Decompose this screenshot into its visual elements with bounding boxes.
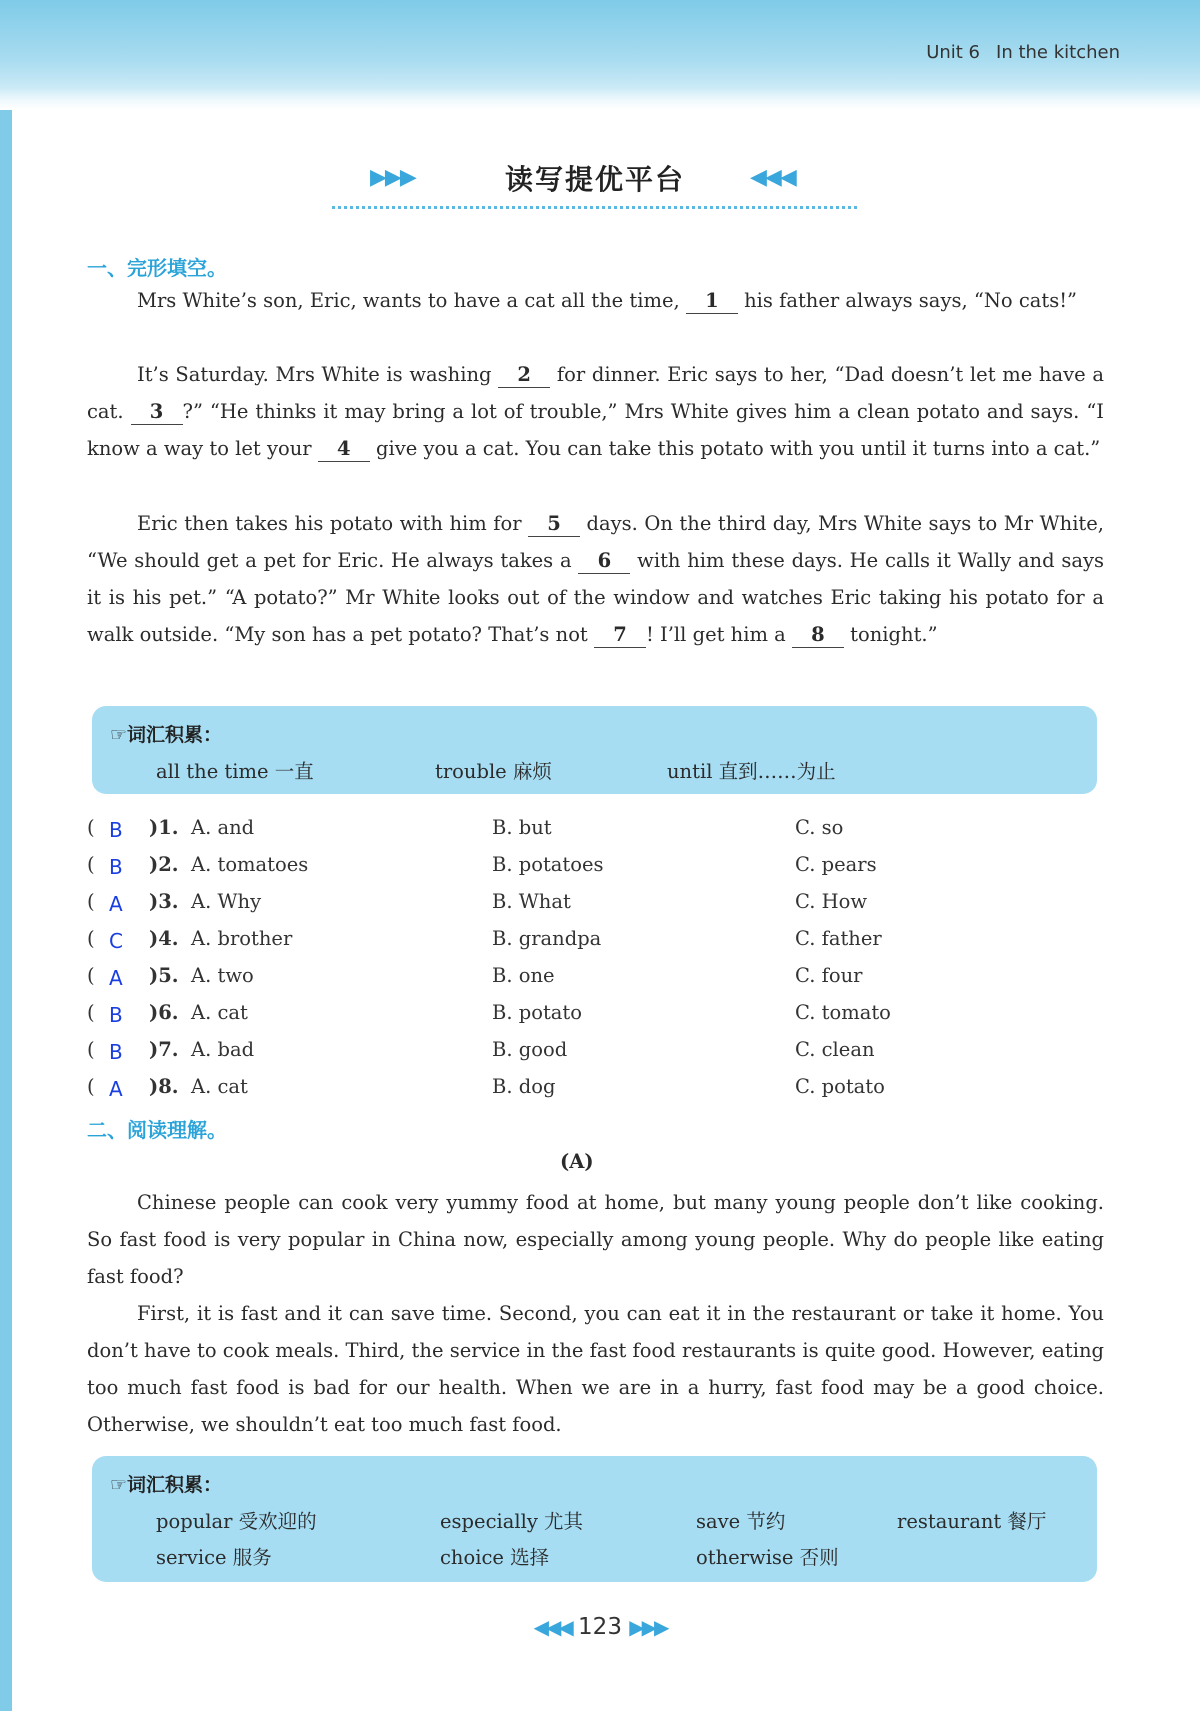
answer-mark: B [109,818,123,842]
text-run: give you a cat. You can take this potato with you until it turns into a cat.” [369,437,1101,460]
unit-label: Unit 6 [926,42,981,63]
title-arrows-left-icon: ◀◀◀ [750,165,795,190]
title-arrows-right-icon: ▶▶▶ [370,165,415,190]
option-b: B. one [492,964,555,987]
question-row [87,853,1104,889]
option-a: A. Why [191,890,262,913]
reading-paragraph-1: Chinese people can cook very yummy food at home, but many young people don’t like cooking. So fast food is very popular in China now, especially among young people. Why do people like eating fast food? [87,1191,1104,1288]
question-number: )2. [149,853,179,876]
option-a: A. bad [191,1038,255,1061]
section-title: 读写提优平台 [504,163,685,196]
option-b: B. but [492,816,552,839]
paren: ( [87,853,95,876]
vocab-box-2 [92,1456,1097,1582]
option-c: C. How [795,890,868,913]
unit-topic: In the kitchen [996,42,1120,63]
vocab-item: otherwise 否则 [696,1546,839,1569]
question-number: )1. [149,816,179,839]
arrows-left-icon: ◀◀◀ [533,1615,571,1639]
vocab-item: all the time 一直 [156,760,314,783]
text-run: ! I’ll get him a [645,623,792,646]
answer-mark: B [109,1040,123,1064]
text-run: Eric then takes his potato with him for [137,512,529,535]
option-c: C. four [795,964,863,987]
paren: ( [87,927,95,950]
option-c: C. potato [795,1075,885,1098]
cloze-blank: 7 [594,623,646,648]
page-number-footer [500,1614,700,1640]
question-number: )7. [149,1038,179,1061]
paren: ( [87,1075,95,1098]
vocab-item: especially 尤其 [440,1510,584,1533]
text-run: with him these days. He calls it Wally and says it is his pet.” “A potato?” Mr White looks out of the window and watches Eric taking his potato for a walk outside. “My son has a pet potato? That’s not [87,549,1104,646]
option-c: C. pears [795,853,877,876]
vocab-title: ☞词汇积累： [110,724,223,746]
option-a: A. tomatoes [191,853,309,876]
text-run: days. On the third day, Mrs White says to Mr White, “We should get a pet for Eric. He always takes a [87,512,1105,572]
option-b: B. grandpa [492,927,602,950]
question-number: )3. [149,890,179,913]
option-c: C. father [795,927,882,950]
answer-mark: A [109,1077,123,1101]
option-b: B. potatoes [492,853,604,876]
vocab-title: ☞词汇积累： [110,1474,223,1496]
vocab-item: service 服务 [156,1546,272,1569]
option-a: A. cat [191,1001,248,1024]
question-row [87,964,1104,1000]
cloze-blank: 6 [578,549,630,574]
cloze-blank: 4 [318,437,370,462]
option-c: C. so [795,816,844,839]
question-row [87,927,1104,963]
answer-mark: B [109,855,123,879]
text-run: ?” “He thinks it may bring a lot of trouble,” Mrs White gives him a clean potato and says. “I know a way to let your [87,400,1104,460]
page-number: 123 [578,1614,622,1640]
option-a: A. cat [191,1075,248,1098]
cloze-blank: 2 [498,363,550,388]
text-run: It’s Saturday. Mrs White is washing [137,363,499,386]
vocab-item: trouble 麻烦 [435,760,552,783]
answer-mark: A [109,966,123,990]
question-number: )4. [149,927,179,950]
cloze-paragraph-3 [87,505,1104,653]
cloze-paragraph-2 [87,356,1104,467]
answer-mark: C [109,929,123,953]
option-a: A. brother [191,927,293,950]
passage-label: (A) [560,1150,594,1173]
vocab-item: save 节约 [696,1510,786,1533]
question-row [87,816,1104,852]
question-number: )5. [149,964,179,987]
vocab-item: popular 受欢迎的 [156,1510,317,1533]
question-row [87,890,1104,926]
vocab-item: choice 选择 [440,1546,550,1569]
option-c: C. clean [795,1038,875,1061]
option-b: B. dog [492,1075,556,1098]
question-row [87,1075,1104,1111]
question-number: )8. [149,1075,179,1098]
paren: ( [87,964,95,987]
part2-heading: 二、阅读理解。 [87,1118,227,1142]
reading-paragraph-2: First, it is fast and it can save time. Second, you can eat it in the restaurant or take it home. You don’t have to cook meals. Third, the service in the fast food restaurants is quite good. However, eating too much fast food is bad for our health. When we are in a hurry, fast food may be a good choice. Otherwise, we shouldn’t eat too much fast food. [87,1302,1104,1436]
part1-heading: 一、完形填空。 [87,256,227,280]
option-b: B. good [492,1038,568,1061]
vocab-item: until 直到……为止 [667,760,836,783]
text-run: tonight.” [843,623,938,646]
paren: ( [87,816,95,839]
answer-mark: B [109,1003,123,1027]
cloze-blank: 3 [131,400,183,425]
cloze-blank: 8 [792,623,844,648]
paren: ( [87,1001,95,1024]
text-run: for dinner. Eric says to her, “Dad doesn’t let me have a cat. [87,363,1104,423]
text-run: his father always says, “No cats!” [737,289,1078,312]
vocab-item: restaurant 餐厅 [897,1510,1047,1533]
paren: ( [87,1038,95,1061]
paren: ( [87,890,95,913]
question-row [87,1001,1104,1037]
option-a: A. and [191,816,255,839]
option-c: C. tomato [795,1001,891,1024]
cloze-blank: 5 [528,512,580,537]
text-run: Mrs White’s son, Eric, wants to have a cat all the time, [137,289,686,312]
running-head [910,42,1120,63]
cloze-blank: 1 [686,289,738,314]
option-b: B. What [492,890,571,913]
page-edge [0,0,12,1711]
arrows-right-icon: ▶▶▶ [629,1615,667,1639]
question-row [87,1038,1104,1074]
option-b: B. potato [492,1001,582,1024]
option-a: A. two [191,964,254,987]
vocab-box-1 [92,706,1097,794]
question-number: )6. [149,1001,179,1024]
title-divider [332,206,857,209]
cloze-paragraph-1 [87,282,1104,319]
answer-mark: A [109,892,123,916]
